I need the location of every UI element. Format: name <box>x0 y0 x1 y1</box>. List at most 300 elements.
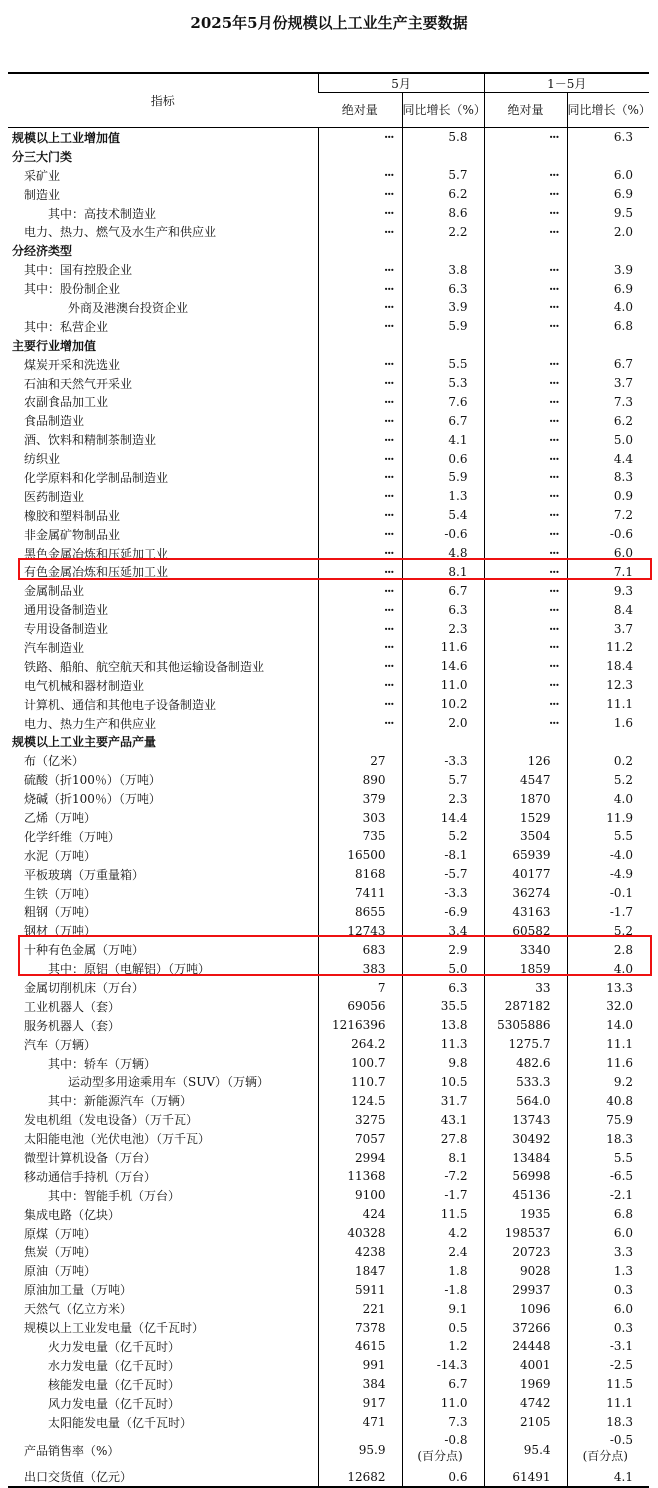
ytd-yoy: 6.0 <box>567 1299 649 1318</box>
ytd-yoy: 9.3 <box>567 581 649 600</box>
header-yoy-ytd: 同比增长（%） <box>567 93 649 128</box>
row-label: 移动通信手持机（万台） <box>24 1169 157 1184</box>
row-label: 铁路、船舶、航空航天和其他运输设备制造业 <box>24 659 265 674</box>
may-yoy: 5.3 <box>402 374 484 393</box>
ytd-yoy: -1.7 <box>567 903 649 922</box>
may-absolute: 5911 <box>318 1280 402 1299</box>
may-yoy: 35.5 <box>402 997 484 1016</box>
table-row <box>8 279 649 298</box>
ytd-yoy: 7.1 <box>567 562 649 581</box>
ytd-yoy: 5.5 <box>567 827 649 846</box>
ytd-yoy: 11.2 <box>567 638 649 657</box>
may-yoy: 8.6 <box>402 204 484 223</box>
may-yoy: -8.1 <box>402 846 484 865</box>
may-yoy: 2.3 <box>402 619 484 638</box>
ytd-absolute: ··· <box>484 392 567 411</box>
may-yoy: 5.7 <box>402 166 484 185</box>
may-yoy: 5.9 <box>402 317 484 336</box>
header-indicator: 指标 <box>8 73 318 128</box>
may-yoy: 14.6 <box>402 657 484 676</box>
table-row <box>8 1129 649 1148</box>
data-table <box>8 72 649 1488</box>
ytd-absolute: 1859 <box>484 959 567 978</box>
row-label: 原煤（万吨） <box>24 1226 97 1241</box>
row-label: 酒、饮料和精制茶制造业 <box>24 433 157 448</box>
may-absolute <box>318 336 402 355</box>
may-yoy: 5.5 <box>402 355 484 374</box>
value: -0.5 <box>609 1433 634 1448</box>
row-label: 主要行业增加值 <box>12 338 97 353</box>
row-label: 电力、热力、燃气及水生产和供应业 <box>24 225 217 240</box>
ytd-absolute: ··· <box>484 506 567 525</box>
may-absolute: ··· <box>318 676 402 695</box>
may-yoy: -5.7 <box>402 865 484 884</box>
may-yoy: 2.2 <box>402 222 484 241</box>
may-yoy: -3.3 <box>402 751 484 770</box>
ytd-absolute: 20723 <box>484 1243 567 1262</box>
may-absolute: 110.7 <box>318 1073 402 1092</box>
may-yoy: 2.4 <box>402 1243 484 1262</box>
table-row <box>8 449 649 468</box>
may-absolute: 8655 <box>318 903 402 922</box>
may-yoy: 8.1 <box>402 562 484 581</box>
may-yoy: 5.2 <box>402 827 484 846</box>
ytd-absolute: 1935 <box>484 1205 567 1224</box>
row-label: 硫酸（折100％）（万吨） <box>24 773 161 788</box>
table-row <box>8 1035 649 1054</box>
ytd-yoy: 9.5 <box>567 204 649 223</box>
ytd-absolute: 33 <box>484 978 567 997</box>
table-row <box>8 336 649 355</box>
ytd-yoy: 2.0 <box>567 222 649 241</box>
ytd-yoy: 13.3 <box>567 978 649 997</box>
may-yoy: 7.3 <box>402 1413 484 1432</box>
table-row <box>8 317 649 336</box>
may-absolute: ··· <box>318 222 402 241</box>
ytd-yoy: 7.3 <box>567 392 649 411</box>
may-absolute <box>318 241 402 260</box>
row-label: 原油（万吨） <box>24 1264 97 1279</box>
may-yoy: 3.4 <box>402 921 484 940</box>
may-absolute: 16500 <box>318 846 402 865</box>
may-absolute: 124.5 <box>318 1091 402 1110</box>
may-yoy: 13.8 <box>402 1016 484 1035</box>
ytd-absolute: ··· <box>484 374 567 393</box>
may-yoy: 11.0 <box>402 676 484 695</box>
ytd-absolute: 287182 <box>484 997 567 1016</box>
row-label: 其中：私营企业 <box>24 319 109 334</box>
row-label: 分三大门类 <box>12 149 73 164</box>
row-label: 出口交货值（亿元） <box>8 1467 318 1487</box>
may-yoy: 11.6 <box>402 638 484 657</box>
table-row <box>8 222 649 241</box>
table-row <box>8 619 649 638</box>
row-label: 通用设备制造业 <box>24 603 109 618</box>
may-yoy: -14.3 <box>402 1356 484 1375</box>
ytd-absolute: 1275.7 <box>484 1035 567 1054</box>
may-yoy: 6.2 <box>402 185 484 204</box>
ytd-yoy: 6.8 <box>567 317 649 336</box>
ytd-absolute: 3504 <box>484 827 567 846</box>
may-absolute: 221 <box>318 1299 402 1318</box>
ytd-yoy: 3.7 <box>567 619 649 638</box>
table-row <box>8 1110 649 1129</box>
ytd-yoy: 0.2 <box>567 751 649 770</box>
row-label: 专用设备制造业 <box>24 622 109 637</box>
may-absolute: ··· <box>318 166 402 185</box>
ytd-yoy: 11.1 <box>567 1394 649 1413</box>
row-label: 黑色金属冶炼和压延加工业 <box>24 546 169 561</box>
table-row <box>8 506 649 525</box>
row-label: 其中：新能源汽车（万辆） <box>48 1094 193 1109</box>
may-yoy: 10.2 <box>402 695 484 714</box>
may-yoy: 1.8 <box>402 1261 484 1280</box>
may-absolute: 7378 <box>318 1318 402 1337</box>
may-absolute <box>318 733 402 752</box>
may-yoy: 14.4 <box>402 808 484 827</box>
ytd-absolute: ··· <box>484 581 567 600</box>
ytd-yoy: 4.0 <box>567 789 649 808</box>
row-label: 其中：轿车（万辆） <box>48 1056 157 1071</box>
ytd-absolute: 1969 <box>484 1375 567 1394</box>
table-row <box>8 1205 649 1224</box>
unit-note: (百分点) <box>417 1449 463 1464</box>
table-row <box>8 1261 649 1280</box>
table-row-export <box>8 1467 649 1487</box>
row-label: 工业机器人（套） <box>24 999 121 1014</box>
row-label: 服务机器人（套） <box>24 1018 121 1033</box>
ytd-yoy: 4.1 <box>567 1467 649 1487</box>
may-absolute: ··· <box>318 506 402 525</box>
may-yoy: 11.5 <box>402 1205 484 1224</box>
may-absolute: 7057 <box>318 1129 402 1148</box>
may-yoy: 2.9 <box>402 940 484 959</box>
row-label: 十种有色金属（万吨） <box>24 943 145 958</box>
may-yoy: -6.9 <box>402 903 484 922</box>
table-row <box>8 544 649 563</box>
ytd-absolute: 5305886 <box>484 1016 567 1035</box>
table-row <box>8 411 649 430</box>
row-label: 金属制品业 <box>24 584 85 599</box>
ytd-absolute: ··· <box>484 714 567 733</box>
ytd-yoy: 0.3 <box>567 1318 649 1337</box>
page-title: 2025年5月份规模以上工业生产主要数据 <box>190 14 468 32</box>
may-absolute: 917 <box>318 1394 402 1413</box>
row-label: 太阳能电池（光伏电池）（万千瓦） <box>24 1132 211 1147</box>
ytd-yoy: 5.5 <box>567 1148 649 1167</box>
ytd-absolute: 126 <box>484 751 567 770</box>
may-absolute: 3275 <box>318 1110 402 1129</box>
ytd-absolute: ··· <box>484 317 567 336</box>
may-yoy: -1.8 <box>402 1280 484 1299</box>
table-row <box>8 903 649 922</box>
row-label: 采矿业 <box>24 168 61 183</box>
may-yoy <box>402 336 484 355</box>
ytd-yoy: 0.9 <box>567 487 649 506</box>
may-absolute: ··· <box>318 449 402 468</box>
may-yoy: 3.8 <box>402 260 484 279</box>
row-label: 化学纤维（万吨） <box>24 829 121 844</box>
ytd-absolute: 56998 <box>484 1167 567 1186</box>
ytd-absolute: 1870 <box>484 789 567 808</box>
row-label: 橡胶和塑料制品业 <box>24 508 121 523</box>
ytd-yoy: 9.2 <box>567 1073 649 1092</box>
ytd-absolute: 40177 <box>484 865 567 884</box>
may-yoy: 5.0 <box>402 959 484 978</box>
row-label: 医药制造业 <box>24 489 85 504</box>
table-row <box>8 1091 649 1110</box>
table-row <box>8 676 649 695</box>
table-row <box>8 1186 649 1205</box>
ytd-yoy: 11.1 <box>567 695 649 714</box>
ytd-absolute: 1096 <box>484 1299 567 1318</box>
ytd-yoy: 7.2 <box>567 506 649 525</box>
ytd-absolute: ··· <box>484 676 567 695</box>
may-yoy <box>402 1431 484 1467</box>
ytd-yoy: 8.3 <box>567 468 649 487</box>
may-absolute: ··· <box>318 128 402 147</box>
may-absolute: ··· <box>318 185 402 204</box>
ytd-yoy: 14.0 <box>567 1016 649 1035</box>
ytd-yoy: -2.1 <box>567 1186 649 1205</box>
ytd-absolute: 29937 <box>484 1280 567 1299</box>
ytd-yoy <box>567 1431 649 1467</box>
row-label: 其中：原铝（电解铝）（万吨） <box>48 962 211 977</box>
may-yoy: 10.5 <box>402 1073 484 1092</box>
may-absolute: ··· <box>318 619 402 638</box>
ytd-yoy: -6.5 <box>567 1167 649 1186</box>
ytd-absolute: 4001 <box>484 1356 567 1375</box>
ytd-absolute: 1529 <box>484 808 567 827</box>
table-row <box>8 770 649 789</box>
row-label: 产品销售率（%） <box>24 1443 120 1458</box>
may-absolute: 683 <box>318 940 402 959</box>
may-absolute: ··· <box>318 260 402 279</box>
may-yoy: -1.7 <box>402 1186 484 1205</box>
table-row <box>8 1148 649 1167</box>
row-label: 微型计算机设备（万台） <box>24 1151 157 1166</box>
ytd-absolute: ··· <box>484 619 567 638</box>
ytd-absolute: ··· <box>484 222 567 241</box>
ytd-absolute: ··· <box>484 544 567 563</box>
may-absolute: 991 <box>318 1356 402 1375</box>
may-yoy <box>402 733 484 752</box>
may-absolute: ··· <box>318 525 402 544</box>
ytd-yoy: 4.0 <box>567 298 649 317</box>
ytd-yoy: 3.3 <box>567 1243 649 1262</box>
may-yoy: 27.8 <box>402 1129 484 1148</box>
ytd-absolute: ··· <box>484 411 567 430</box>
may-yoy: -0.6 <box>402 525 484 544</box>
may-absolute: 264.2 <box>318 1035 402 1054</box>
row-label: 纺织业 <box>24 452 61 467</box>
table-row <box>8 468 649 487</box>
may-yoy: 4.2 <box>402 1224 484 1243</box>
ytd-absolute: 13743 <box>484 1110 567 1129</box>
table-row <box>8 1167 649 1186</box>
may-absolute: 384 <box>318 1375 402 1394</box>
row-label: 烧碱（折100％）（万吨） <box>24 792 161 807</box>
table-row <box>8 733 649 752</box>
table-row <box>8 1337 649 1356</box>
ytd-absolute: ··· <box>484 600 567 619</box>
table-row <box>8 1243 649 1262</box>
ytd-yoy: 18.4 <box>567 657 649 676</box>
may-yoy: 9.8 <box>402 1054 484 1073</box>
may-yoy: 31.7 <box>402 1091 484 1110</box>
ytd-absolute <box>484 147 567 166</box>
table-row <box>8 997 649 1016</box>
may-absolute: ··· <box>318 581 402 600</box>
may-yoy: 0.6 <box>402 1467 484 1487</box>
ytd-absolute: 482.6 <box>484 1054 567 1073</box>
table-row <box>8 657 649 676</box>
ytd-absolute: 60582 <box>484 921 567 940</box>
table-row <box>8 638 649 657</box>
may-absolute: 8168 <box>318 865 402 884</box>
may-yoy: 11.0 <box>402 1394 484 1413</box>
ytd-yoy: -0.1 <box>567 884 649 903</box>
table-row <box>8 355 649 374</box>
may-yoy: 5.9 <box>402 468 484 487</box>
may-absolute: 383 <box>318 959 402 978</box>
ytd-yoy: 11.9 <box>567 808 649 827</box>
table-row <box>8 1318 649 1337</box>
ytd-absolute: ··· <box>484 298 567 317</box>
row-label: 有色金属冶炼和压延加工业 <box>24 565 169 580</box>
ytd-absolute: ··· <box>484 525 567 544</box>
may-yoy: -3.3 <box>402 884 484 903</box>
row-label: 焦炭（万吨） <box>24 1245 97 1260</box>
may-absolute: 11368 <box>318 1167 402 1186</box>
may-yoy <box>402 241 484 260</box>
ytd-absolute: 30492 <box>484 1129 567 1148</box>
ytd-yoy: 5.0 <box>567 430 649 449</box>
ytd-absolute: 24448 <box>484 1337 567 1356</box>
row-label: 火力发电量（亿千瓦时） <box>48 1339 181 1354</box>
may-absolute: 9100 <box>318 1186 402 1205</box>
row-label: 天然气（亿立方米） <box>24 1302 133 1317</box>
row-label: 外商及港澳台投资企业 <box>68 300 189 315</box>
table-row <box>8 1356 649 1375</box>
may-absolute: ··· <box>318 298 402 317</box>
ytd-absolute: ··· <box>484 430 567 449</box>
may-absolute <box>318 147 402 166</box>
may-absolute: 69056 <box>318 997 402 1016</box>
header-may: 5月 <box>318 73 484 93</box>
ytd-yoy: 6.0 <box>567 1224 649 1243</box>
ytd-absolute: ··· <box>484 487 567 506</box>
ytd-yoy: 18.3 <box>567 1129 649 1148</box>
header-yoy-may: 同比增长（%） <box>402 93 484 128</box>
may-yoy: 1.3 <box>402 487 484 506</box>
ytd-yoy: 6.3 <box>567 128 649 147</box>
ytd-yoy: 5.2 <box>567 770 649 789</box>
may-yoy: 3.9 <box>402 298 484 317</box>
may-absolute: ··· <box>318 374 402 393</box>
may-absolute: ··· <box>318 600 402 619</box>
unit-note: (百分点) <box>582 1449 628 1464</box>
table-row <box>8 487 649 506</box>
row-label: 计算机、通信和其他电子设备制造业 <box>24 697 217 712</box>
ytd-yoy: 1.6 <box>567 714 649 733</box>
ytd-absolute: 45136 <box>484 1186 567 1205</box>
table-row <box>8 392 649 411</box>
table-row <box>8 298 649 317</box>
ytd-yoy: 40.8 <box>567 1091 649 1110</box>
ytd-yoy: 3.9 <box>567 260 649 279</box>
may-absolute: 7 <box>318 978 402 997</box>
row-label: 金属切削机床（万台） <box>24 981 145 996</box>
ytd-absolute: 198537 <box>484 1224 567 1243</box>
may-absolute: 424 <box>318 1205 402 1224</box>
row-label: 食品制造业 <box>24 414 85 429</box>
table-row <box>8 260 649 279</box>
table-row <box>8 525 649 544</box>
may-absolute: ··· <box>318 695 402 714</box>
row-label: 电力、热力生产和供应业 <box>24 716 157 731</box>
ytd-yoy <box>567 733 649 752</box>
row-label: 非金属矿物制品业 <box>24 527 121 542</box>
ytd-yoy: 6.9 <box>567 279 649 298</box>
row-label: 发电机组（发电设备）（万千瓦） <box>24 1113 199 1128</box>
ytd-absolute: ··· <box>484 695 567 714</box>
may-absolute: ··· <box>318 562 402 581</box>
ytd-yoy <box>567 336 649 355</box>
ytd-yoy: 0.3 <box>567 1280 649 1299</box>
row-label: 分经济类型 <box>12 244 73 259</box>
may-yoy: 7.6 <box>402 392 484 411</box>
table-row <box>8 1016 649 1035</box>
ytd-absolute: 3340 <box>484 940 567 959</box>
ytd-yoy: 11.6 <box>567 1054 649 1073</box>
may-absolute: ··· <box>318 317 402 336</box>
may-absolute: ··· <box>318 355 402 374</box>
table-row <box>8 147 649 166</box>
table-row <box>8 827 649 846</box>
table-row <box>8 865 649 884</box>
row-label: 其中：高技术制造业 <box>48 206 157 221</box>
table-row <box>8 204 649 223</box>
ytd-yoy: 6.0 <box>567 166 649 185</box>
table-row <box>8 166 649 185</box>
table-row <box>8 185 649 204</box>
ytd-yoy: 1.3 <box>567 1261 649 1280</box>
ytd-yoy: -3.1 <box>567 1337 649 1356</box>
table-row <box>8 1073 649 1092</box>
may-absolute: 471 <box>318 1413 402 1432</box>
may-yoy: 6.3 <box>402 978 484 997</box>
row-label: 布（亿米） <box>24 754 85 769</box>
may-absolute: 27 <box>318 751 402 770</box>
may-yoy: 6.7 <box>402 411 484 430</box>
may-absolute: 12743 <box>318 921 402 940</box>
ytd-absolute: ··· <box>484 166 567 185</box>
ytd-yoy: 6.9 <box>567 185 649 204</box>
may-absolute: 1847 <box>318 1261 402 1280</box>
may-absolute: ··· <box>318 487 402 506</box>
row-label: 原油加工量（万吨） <box>24 1283 133 1298</box>
header-abs-ytd: 绝对量 <box>484 93 567 128</box>
table-row <box>8 1413 649 1432</box>
ytd-yoy: 18.3 <box>567 1413 649 1432</box>
ytd-yoy: -0.6 <box>567 525 649 544</box>
row-label: 太阳能发电量（亿千瓦时） <box>48 1415 193 1430</box>
ytd-absolute: ··· <box>484 128 567 147</box>
may-absolute: 7411 <box>318 884 402 903</box>
row-label: 生铁（万吨） <box>24 886 97 901</box>
ytd-absolute: 533.3 <box>484 1073 567 1092</box>
